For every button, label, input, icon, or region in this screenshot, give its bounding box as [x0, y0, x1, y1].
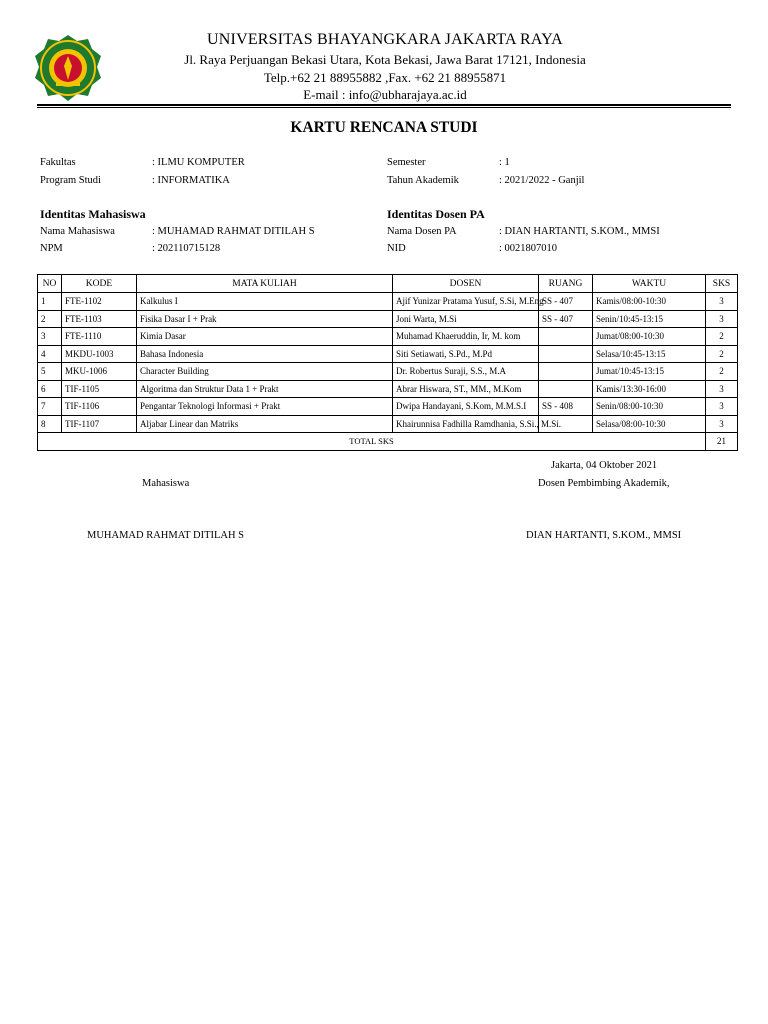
cell-mata-kuliah: Kimia Dasar — [137, 328, 393, 346]
cell-dosen: Joni Warta, M.Si — [393, 310, 539, 328]
dosen-signature-name: DIAN HARTANTI, S.KOM., MMSI — [526, 530, 682, 541]
total-sks-value: 21 — [706, 433, 738, 451]
table-row — [38, 363, 738, 381]
university-name: UNIVERSITAS BHAYANGKARA JAKARTA RAYA — [207, 31, 563, 48]
cell-kode: FTE-1103 — [62, 310, 137, 328]
cell-no: 2 — [38, 310, 62, 328]
cell-ruang — [539, 345, 593, 363]
cell-ruang — [539, 328, 593, 346]
cell-waktu: Kamis/08:00-10:30 — [593, 293, 706, 311]
table-row — [38, 345, 738, 363]
npm-label: NPM — [40, 243, 63, 254]
cell-no: 4 — [38, 345, 62, 363]
cell-ruang: SS - 407 — [539, 293, 593, 311]
col-header-no: NO — [38, 275, 62, 293]
cell-sks: 2 — [706, 328, 738, 346]
cell-mata-kuliah: Character Building — [137, 363, 393, 381]
cell-no: 6 — [38, 380, 62, 398]
cell-mata-kuliah: Kalkulus I — [137, 293, 393, 311]
university-logo — [34, 34, 102, 102]
dosen-signature-label: Dosen Pembimbing Akademik, — [538, 478, 670, 489]
semester-value: : 1 — [499, 157, 510, 168]
cell-dosen: Abrar Hiswara, ST., MM., M.Kom — [393, 380, 539, 398]
cell-kode: MKU-1006 — [62, 363, 137, 381]
university-address: Jl. Raya Perjuangan Bekasi Utara, Kota Bekasi, Jawa Barat 17121, Indonesia — [184, 52, 586, 67]
col-header-ruang: RUANG — [539, 275, 593, 293]
prodi-value: : INFORMATIKA — [152, 175, 230, 186]
cell-ruang: SS - 408 — [539, 398, 593, 416]
header-divider — [37, 104, 731, 106]
nama-dosen-pa-label: Nama Dosen PA — [387, 226, 457, 237]
cell-sks: 3 — [706, 380, 738, 398]
cell-waktu: Jumat/10:45-13:15 — [593, 363, 706, 381]
cell-sks: 3 — [706, 415, 738, 433]
cell-kode: TIF-1105 — [62, 380, 137, 398]
cell-no: 7 — [38, 398, 62, 416]
col-header-mata-kuliah: MATA KULIAH — [137, 275, 393, 293]
cell-kode: FTE-1102 — [62, 293, 137, 311]
cell-dosen: Muhamad Khaeruddin, Ir, M. kom — [393, 328, 539, 346]
mahasiswa-signature-name: MUHAMAD RAHMAT DITILAH S — [87, 530, 245, 541]
cell-no: 5 — [38, 363, 62, 381]
nama-mahasiswa-label: Nama Mahasiswa — [40, 226, 115, 237]
table-row — [38, 380, 738, 398]
npm-value: : 202110715128 — [152, 243, 221, 254]
table-row — [38, 415, 738, 433]
cell-ruang — [539, 380, 593, 398]
table-header-row — [38, 275, 738, 293]
table-row — [38, 328, 738, 346]
cell-sks: 3 — [706, 398, 738, 416]
total-sks-label: TOTAL SKS — [38, 433, 706, 451]
col-header-dosen: DOSEN — [393, 275, 539, 293]
cell-dosen: Ajif Yunizar Pratama Yusuf, S.Si, M.Eng — [393, 293, 539, 311]
cell-dosen: Dwipa Handayani, S.Kom, M.M.S.I — [393, 398, 539, 416]
header-divider-thin — [37, 107, 731, 108]
cell-waktu: Senin/08:00-10:30 — [593, 398, 706, 416]
table-row — [38, 398, 738, 416]
fakultas-value: : ILMU KOMPUTER — [152, 157, 245, 168]
nama-dosen-pa-value: : DIAN HARTANTI, S.KOM., MMSI — [499, 226, 660, 237]
cell-dosen: Khairunnisa Fadhilla Ramdhania, S.Si., M.Si. — [393, 415, 539, 433]
cell-ruang — [539, 363, 593, 381]
cell-sks: 3 — [706, 293, 738, 311]
cell-mata-kuliah: Aljabar Linear dan Matriks — [137, 415, 393, 433]
document-title: KARTU RENCANA STUDI — [290, 119, 478, 136]
cell-ruang: SS - 407 — [539, 310, 593, 328]
cell-waktu: Senin/10:45-13:15 — [593, 310, 706, 328]
col-header-sks: SKS — [706, 275, 738, 293]
place-date: Jakarta, 04 Oktober 2021 — [551, 460, 658, 471]
fakultas-label: Fakultas — [40, 157, 76, 168]
table-total-row — [38, 433, 738, 451]
table-row — [38, 310, 738, 328]
cell-kode: TIF-1106 — [62, 398, 137, 416]
mahasiswa-section-title: Identitas Mahasiswa — [40, 207, 146, 221]
cell-sks: 2 — [706, 345, 738, 363]
cell-sks: 3 — [706, 310, 738, 328]
nid-value: : 0021807010 — [499, 243, 558, 254]
cell-mata-kuliah: Fisika Dasar I + Prak — [137, 310, 393, 328]
cell-kode: TIF-1107 — [62, 415, 137, 433]
cell-waktu: Selasa/08:00-10:30 — [593, 415, 706, 433]
university-phone: Telp.+62 21 88955882 ,Fax. +62 21 88955871 — [263, 70, 507, 85]
cell-kode: FTE-1110 — [62, 328, 137, 346]
cell-sks: 2 — [706, 363, 738, 381]
cell-waktu: Selasa/10:45-13:15 — [593, 345, 706, 363]
cell-no: 1 — [38, 293, 62, 311]
dosen-pa-section-title: Identitas Dosen PA — [387, 207, 485, 221]
cell-dosen: Siti Setiawati, S.Pd., M.Pd — [393, 345, 539, 363]
cell-kode: MKDU-1003 — [62, 345, 137, 363]
course-table — [37, 274, 738, 451]
col-header-waktu: WAKTU — [593, 275, 706, 293]
cell-mata-kuliah: Algoritma dan Struktur Data 1 + Prakt — [137, 380, 393, 398]
semester-label: Semester — [387, 157, 426, 168]
tahun-akademik-value: : 2021/2022 - Ganjil — [499, 175, 585, 186]
cell-no: 8 — [38, 415, 62, 433]
cell-waktu: Jumat/08:00-10:30 — [593, 328, 706, 346]
table-row — [38, 293, 738, 311]
university-email: E-mail : info@ubharajaya.ac.id — [303, 87, 467, 102]
cell-mata-kuliah: Pengantar Teknologi Informasi + Prakt — [137, 398, 393, 416]
tahun-akademik-label: Tahun Akademik — [387, 175, 459, 186]
prodi-label: Program Studi — [40, 175, 101, 186]
nid-label: NID — [387, 243, 406, 254]
col-header-kode: KODE — [62, 275, 137, 293]
cell-waktu: Kamis/13:30-16:00 — [593, 380, 706, 398]
mahasiswa-signature-label: Mahasiswa — [142, 478, 190, 489]
nama-mahasiswa-value: : MUHAMAD RAHMAT DITILAH S — [152, 226, 315, 237]
cell-mata-kuliah: Bahasa Indonesia — [137, 345, 393, 363]
cell-no: 3 — [38, 328, 62, 346]
cell-dosen: Dr. Robertus Suraji, S.S., M.A — [393, 363, 539, 381]
